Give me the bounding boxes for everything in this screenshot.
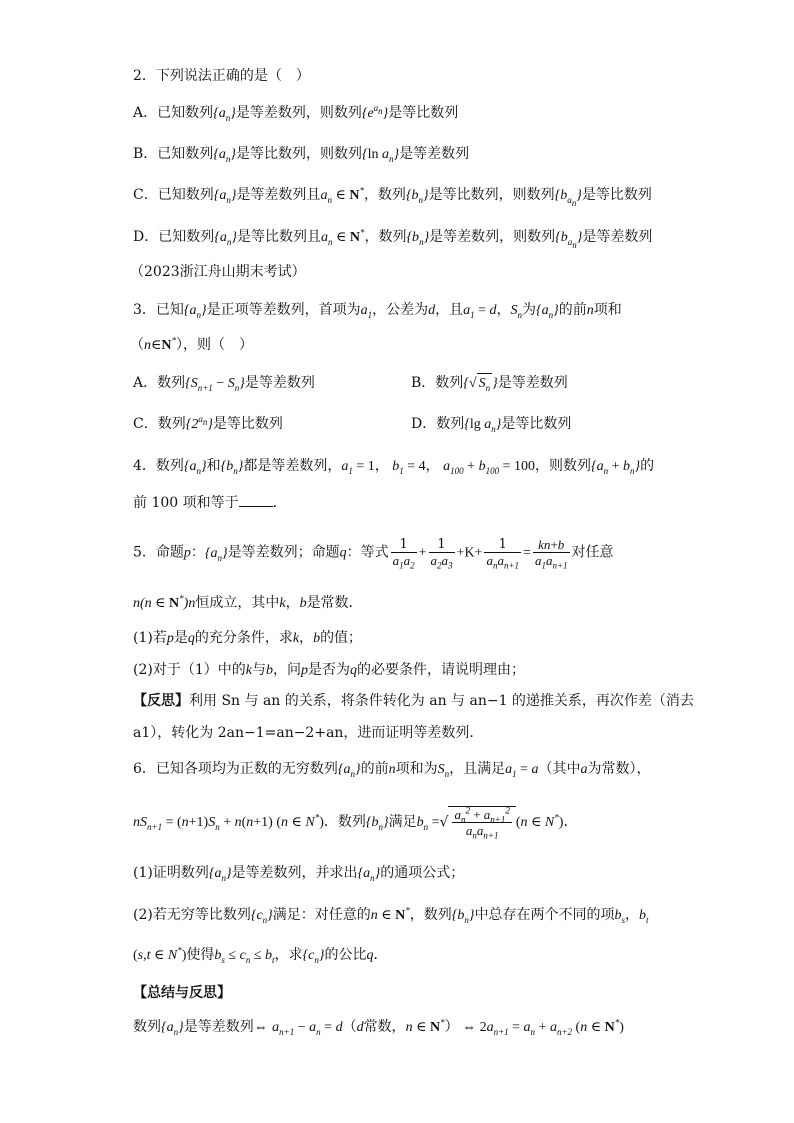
q3-line-2: （n∈N*），则（ ） [130, 335, 253, 353]
q6-part-1: (1)证明数列$\{a_n\}$是等差数列，并求出$\{a_n\}$的通项公式； [133, 865, 465, 883]
q2-option-c: C．已知数列$\{a_n\}$是等差数列且$a_n$ ∈ N*，数列$\{b_n\}$是等比数列，则数列$\{b_{a_n}\}$是等比数列 [133, 185, 652, 208]
q3-option-b: B．数列{√ $S_n$ }是等差数列 [411, 375, 568, 394]
q2-stem: 2．下列说法正确的是（ ） [133, 68, 310, 84]
q5-reflection-2: a1），转化为 2an−1=an−2+an，进而证明等差数列． [133, 725, 484, 741]
q5-part-1: (1)若p是q的充分条件，求k，b的值； [133, 630, 363, 646]
q3-line-1: 3．已知$\{a_n\}$是正项等差数列，首项为$a_1$，公差为d，且$a_1 = d$，$S_n$为$\{a_n\}$的前n项和 [133, 302, 622, 320]
q5-part-2: (2)对于（1）中的k与b，问p是否为q的必要条件，请说明理由； [133, 662, 525, 678]
q6-line-1: 6．已知各项均为正数的无穷数列$\{a_n\}$的前n项和为$S_n$，且满足$a_1 = a$（其中a为常数）， [133, 761, 651, 779]
q5-line-1: 5．命题p：$\{a_n\}$是等差数列；命题q：等式 $\frac{1}{a_1a_2}$ + $\frac{1}{a_2a_3}$ +K+ $\frac{1}{a_na_{n+1}}$ = $\frac{kn+b}{a_1a_{n+1}}$ 对任意 [133, 537, 614, 571]
q2-option-b: B．已知数列$\{a_n\}$是等比数列，则数列{ln $a_n$}是等差数列 [133, 146, 470, 164]
q3-option-a: A．数列$\{S_{n+1} - S_n\}$是等差数列 [133, 375, 315, 393]
q2-source: （2023浙江舟山期末考试） [130, 264, 306, 280]
q2-option-d: D．已知数列$\{a_n\}$是等比数列且$a_n$ ∈ N*，数列$\{b_n\}$是等差数列，则数列$\{b_{a_n}\}$是等差数列 [133, 227, 653, 250]
q2-option-a: A．已知数列$\{a_n\}$是等差数列，则数列$\{e^{a_n}\}$是等比数列 [133, 103, 459, 123]
answer-blank[interactable] [239, 494, 273, 507]
q6-line-3: (s,t ∈ N*)使得$b_s \le c_n \le b_t$，求$\{c_n\}$的公比q． [133, 945, 388, 965]
q5-line-2: n(n ∈ N*)n恒成立，其中k，b是常数． [133, 593, 363, 611]
q4-line-2: 前 100 项和等于 ． [133, 495, 287, 511]
q6-line-2: $nS_{n+1} = (n+1)S_n + n(n+1)$ (n ∈ N*)．数列$\{b_n\}$满足$b_n$ =√ $\frac{a_n^2 + a_{n+1}^2}{a_na_{n+1}}$ (n ∈ N*)． [133, 805, 578, 841]
summary-title: 【总结与反思】 [133, 985, 231, 1001]
summary-line-1: 数列$\{a_n\}$是等差数列⇔ $a_{n+1} - a_n = d(d$常数，n ∈ N*） ⇔ $2a_{n+1} = a_n + a_{n+2}$ (n ∈ N*) [133, 1017, 624, 1037]
q5-reflection-1: 【反思】利用 Sn 与 an 的关系，将条件转化为 an 与 an−1 的递推关系，再次作差（消去 [133, 693, 694, 709]
q3-option-d: D．数列{lg $a_n$}是等比数列 [411, 416, 572, 434]
q6-part-2: (2)若无穷等比数列$\{c_n\}$满足：对任意的n ∈ N*，数列$\{b_n\}$中总存在两个不同的项$b_s$，$b_t$ [133, 905, 649, 925]
q4-line-1: 4．数列$\{a_n\}$和$\{b_n\}$都是等差数列，$a_1 = 1$， $b_1 = 4$， $a_{100} + b_{100} = 100$，则数列$\{a_n + b_n\}$的 [133, 458, 655, 476]
q3-option-c: C．数列$\{2^{a_n}\}$是等比数列 [133, 414, 283, 432]
